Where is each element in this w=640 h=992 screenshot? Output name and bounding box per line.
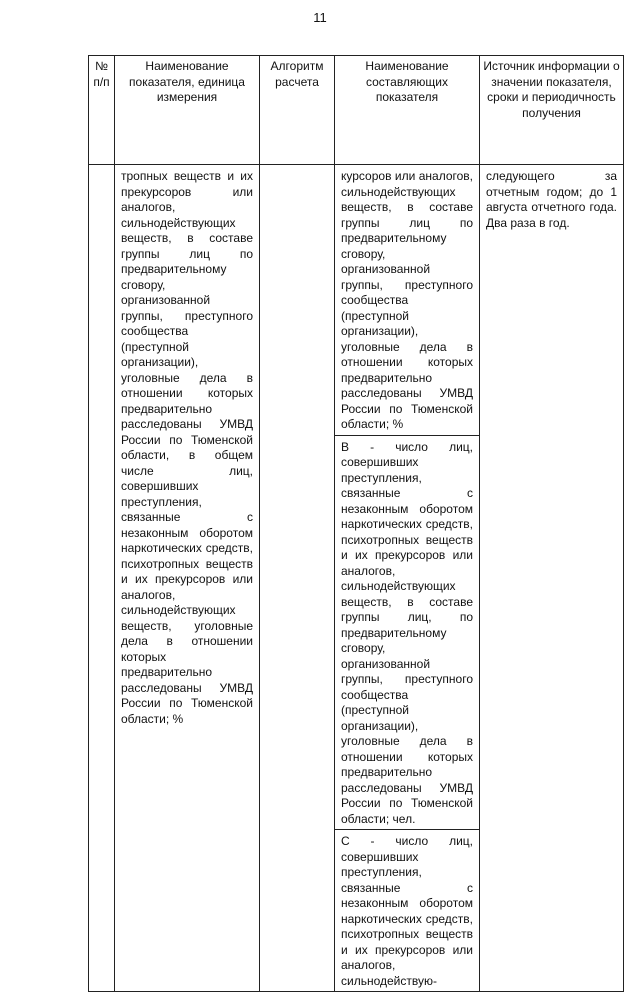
- cell-component-a: [335, 165, 480, 436]
- component-c-text: С - число лиц, совершивших преступления, связанные с незаконным оборотом наркотических средств, психотропных веществ и их прекурсоров или аналогов, сильнодействую-: [341, 834, 473, 988]
- row-algorithm: [260, 165, 334, 171]
- table-header-row: [89, 56, 624, 165]
- header-num: № п/п: [89, 56, 115, 165]
- cell-component-c: [335, 830, 480, 992]
- cell-algorithm: [260, 165, 335, 992]
- page-number: 11: [313, 10, 327, 25]
- cell-name: [115, 165, 260, 992]
- row-name: тропных веществ и их прекурсоров или аналогов, сильнодействующих веществ, в составе группы лиц по предварительному сговору, организованной группы, преступного сообщества (преступной организации), уголовные дела в отношении которых предварительно расследованы УМВД России по Тюменской области, в общем числе лиц, совершивших преступления, связанные с незаконным оборотом наркотических средств, психотропных веществ и их прекурсоров или аналогов, сильнодействующих веществ, уголовные дела в отношении которых предварительно расследованы УМВД России по Тюменской области; %: [121, 169, 253, 726]
- component-a-text: курсоров или аналогов, сильнодействующих веществ, в составе группы лиц по предварительному сговору, организованной группы, преступного сообщества (преступной организации), уголовные дела в отношении которых предварительно расследованы УМВД России по Тюменской области; %: [341, 169, 473, 431]
- header-components: Наименование составляющих показателя: [335, 56, 480, 165]
- header-source: Источник информации о значении показателя, сроки и периодичность получения: [480, 56, 624, 165]
- row-source: следующего за отчетным годом; до 1 августа отчетного года. Два раза в год.: [486, 169, 617, 230]
- header-name: Наименование показателя, единица измерения: [115, 56, 260, 165]
- header-algorithm: Алгоритм расчета: [260, 56, 335, 165]
- component-b-text: В - число лиц, совершивших преступления, связанные с незаконным оборотом наркотических средств, психотропных веществ и их прекурсоров или аналогов, сильнодействующих веществ, в составе группы лиц, по предварительному сговору, организованной группы, преступного сообщества (преступной организации), уголовные дела в отношении которых предварительно расследованы УМВД России по Тюменской области; чел.: [341, 439, 473, 826]
- cell-component-b: [335, 435, 480, 830]
- cell-source: [480, 165, 624, 992]
- indicators-table: [88, 55, 624, 992]
- table-row: [89, 165, 624, 436]
- row-num: [89, 165, 114, 171]
- cell-num: [89, 165, 115, 992]
